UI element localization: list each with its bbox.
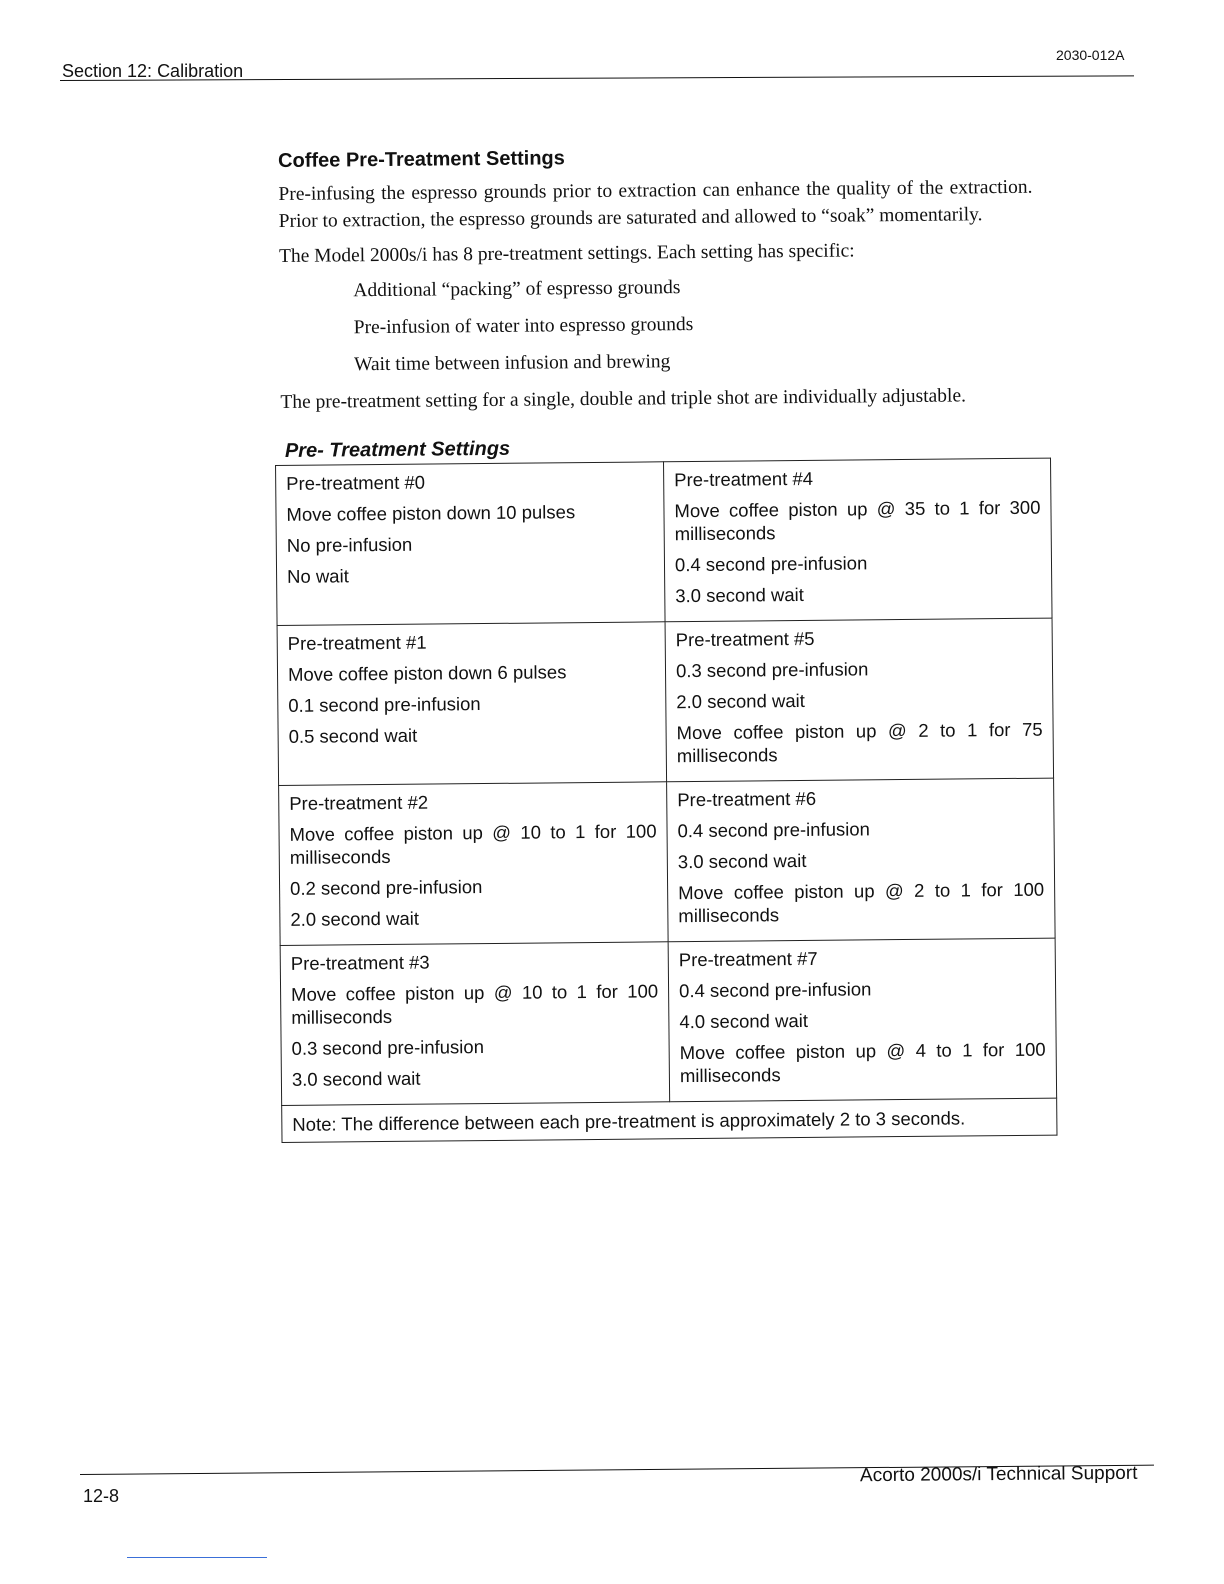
table-row — [276, 458, 1053, 625]
pretreatment-detail: 3.0 second wait — [677, 849, 807, 873]
pretreatment-detail: Move coffee piston up @ 2 to 1 for 100 milliseconds — [678, 878, 1045, 927]
pretreatment-detail: 0.4 second pre-infusion — [674, 552, 868, 576]
pretreatment-heading: Pre-treatment #2 — [289, 791, 429, 814]
pretreatment-cell — [668, 938, 1057, 1102]
pretreatment-detail: Move coffee piston up @ 35 to 1 for 300 milliseconds — [674, 496, 1041, 545]
pretreatment-cell — [276, 462, 666, 626]
page-title: Coffee Pre-Treatment Settings — [278, 147, 565, 172]
document-number: 2030-012A — [1056, 47, 1125, 63]
pretreatment-detail: No pre-infusion — [286, 533, 413, 556]
list-item: Wait time between infusion and brewing — [353, 351, 671, 376]
page-number: 12-8 — [83, 1486, 120, 1506]
table-note-row — [282, 1098, 1057, 1142]
section-header: Section 12: Calibration — [62, 61, 244, 81]
table-title: Pre- Treatment Settings — [284, 437, 511, 462]
pretreatment-detail: 0.2 second pre-infusion — [289, 876, 483, 899]
scan-mark — [127, 1557, 267, 1558]
pretreatment-detail: Move coffee piston down 10 pulses — [286, 501, 576, 525]
adjustable-paragraph: The pre-treatment setting for a single, double and triple shot are individually adjustable. — [280, 385, 967, 413]
pretreatment-cell — [667, 778, 1056, 942]
pretreatment-heading: Pre-treatment #5 — [675, 627, 815, 651]
table-row — [279, 778, 1056, 945]
pretreatment-table — [275, 458, 1057, 1143]
pretreatment-detail: 0.1 second pre-infusion — [288, 693, 481, 716]
pretreatment-detail: 0.3 second pre-infusion — [675, 658, 869, 682]
table-note: Note: The difference between each pre-treatment is approximately 2 to 3 seconds. — [282, 1098, 1057, 1142]
pretreatment-heading: Pre-treatment #3 — [290, 951, 430, 974]
pretreatment-cell — [279, 782, 669, 946]
pretreatment-detail: Move coffee piston up @ 10 to 1 for 100 milliseconds — [291, 980, 659, 1028]
pretreatment-detail: 0.3 second pre-infusion — [291, 1036, 485, 1059]
intro-paragraph: Pre-infusing the espresso grounds prior to extraction can enhance the quality of the extraction. Prior to extraction, the espresso grounds are saturated and allowed to “soak” momentarily. — [278, 176, 1033, 232]
publication-title: Acorto 2000s/i Technical Support — [859, 1462, 1138, 1487]
pretreatment-heading: Pre-treatment #6 — [677, 787, 817, 811]
pretreatment-detail: Move coffee piston up @ 10 to 1 for 100 milliseconds — [289, 820, 657, 868]
pretreatment-heading: Pre-treatment #4 — [674, 467, 814, 491]
table-row — [280, 938, 1057, 1105]
pretreatment-detail: 0.5 second wait — [288, 724, 418, 747]
pretreatment-detail: 3.0 second wait — [291, 1067, 421, 1090]
pretreatment-heading: Pre-treatment #7 — [678, 947, 818, 971]
pretreatment-detail: 0.4 second pre-infusion — [678, 978, 872, 1002]
list-item: Additional “packing” of espresso grounds — [353, 277, 681, 302]
pretreatment-detail: No wait — [286, 565, 349, 587]
pretreatment-cell — [277, 622, 667, 786]
pretreatment-detail: 0.4 second pre-infusion — [677, 818, 870, 842]
pretreatment-detail: Move coffee piston up @ 4 to 1 for 100 milliseconds — [679, 1038, 1046, 1087]
pretreatment-heading: Pre-treatment #1 — [287, 631, 427, 654]
settings-paragraph: The Model 2000s/i has 8 pre-treatment settings. Each setting has specific: — [278, 240, 855, 267]
pretreatment-cell — [665, 618, 1054, 782]
page-content — [278, 143, 1046, 1143]
pretreatment-detail: Move coffee piston down 6 pulses — [287, 661, 567, 685]
pretreatment-cell — [664, 458, 1053, 622]
pretreatment-detail: 4.0 second wait — [679, 1009, 809, 1033]
pretreatment-detail: 3.0 second wait — [675, 583, 804, 607]
pretreatment-detail: Move coffee piston up @ 2 to 1 for 75 milliseconds — [676, 718, 1043, 767]
pretreatment-detail: 2.0 second wait — [676, 689, 805, 713]
list-item: Pre-infusion of water into espresso grounds — [353, 314, 694, 339]
table-row — [277, 618, 1054, 785]
pretreatment-detail: 2.0 second wait — [290, 907, 420, 930]
pretreatment-cell — [280, 942, 670, 1106]
pretreatment-heading: Pre-treatment #0 — [286, 471, 426, 494]
